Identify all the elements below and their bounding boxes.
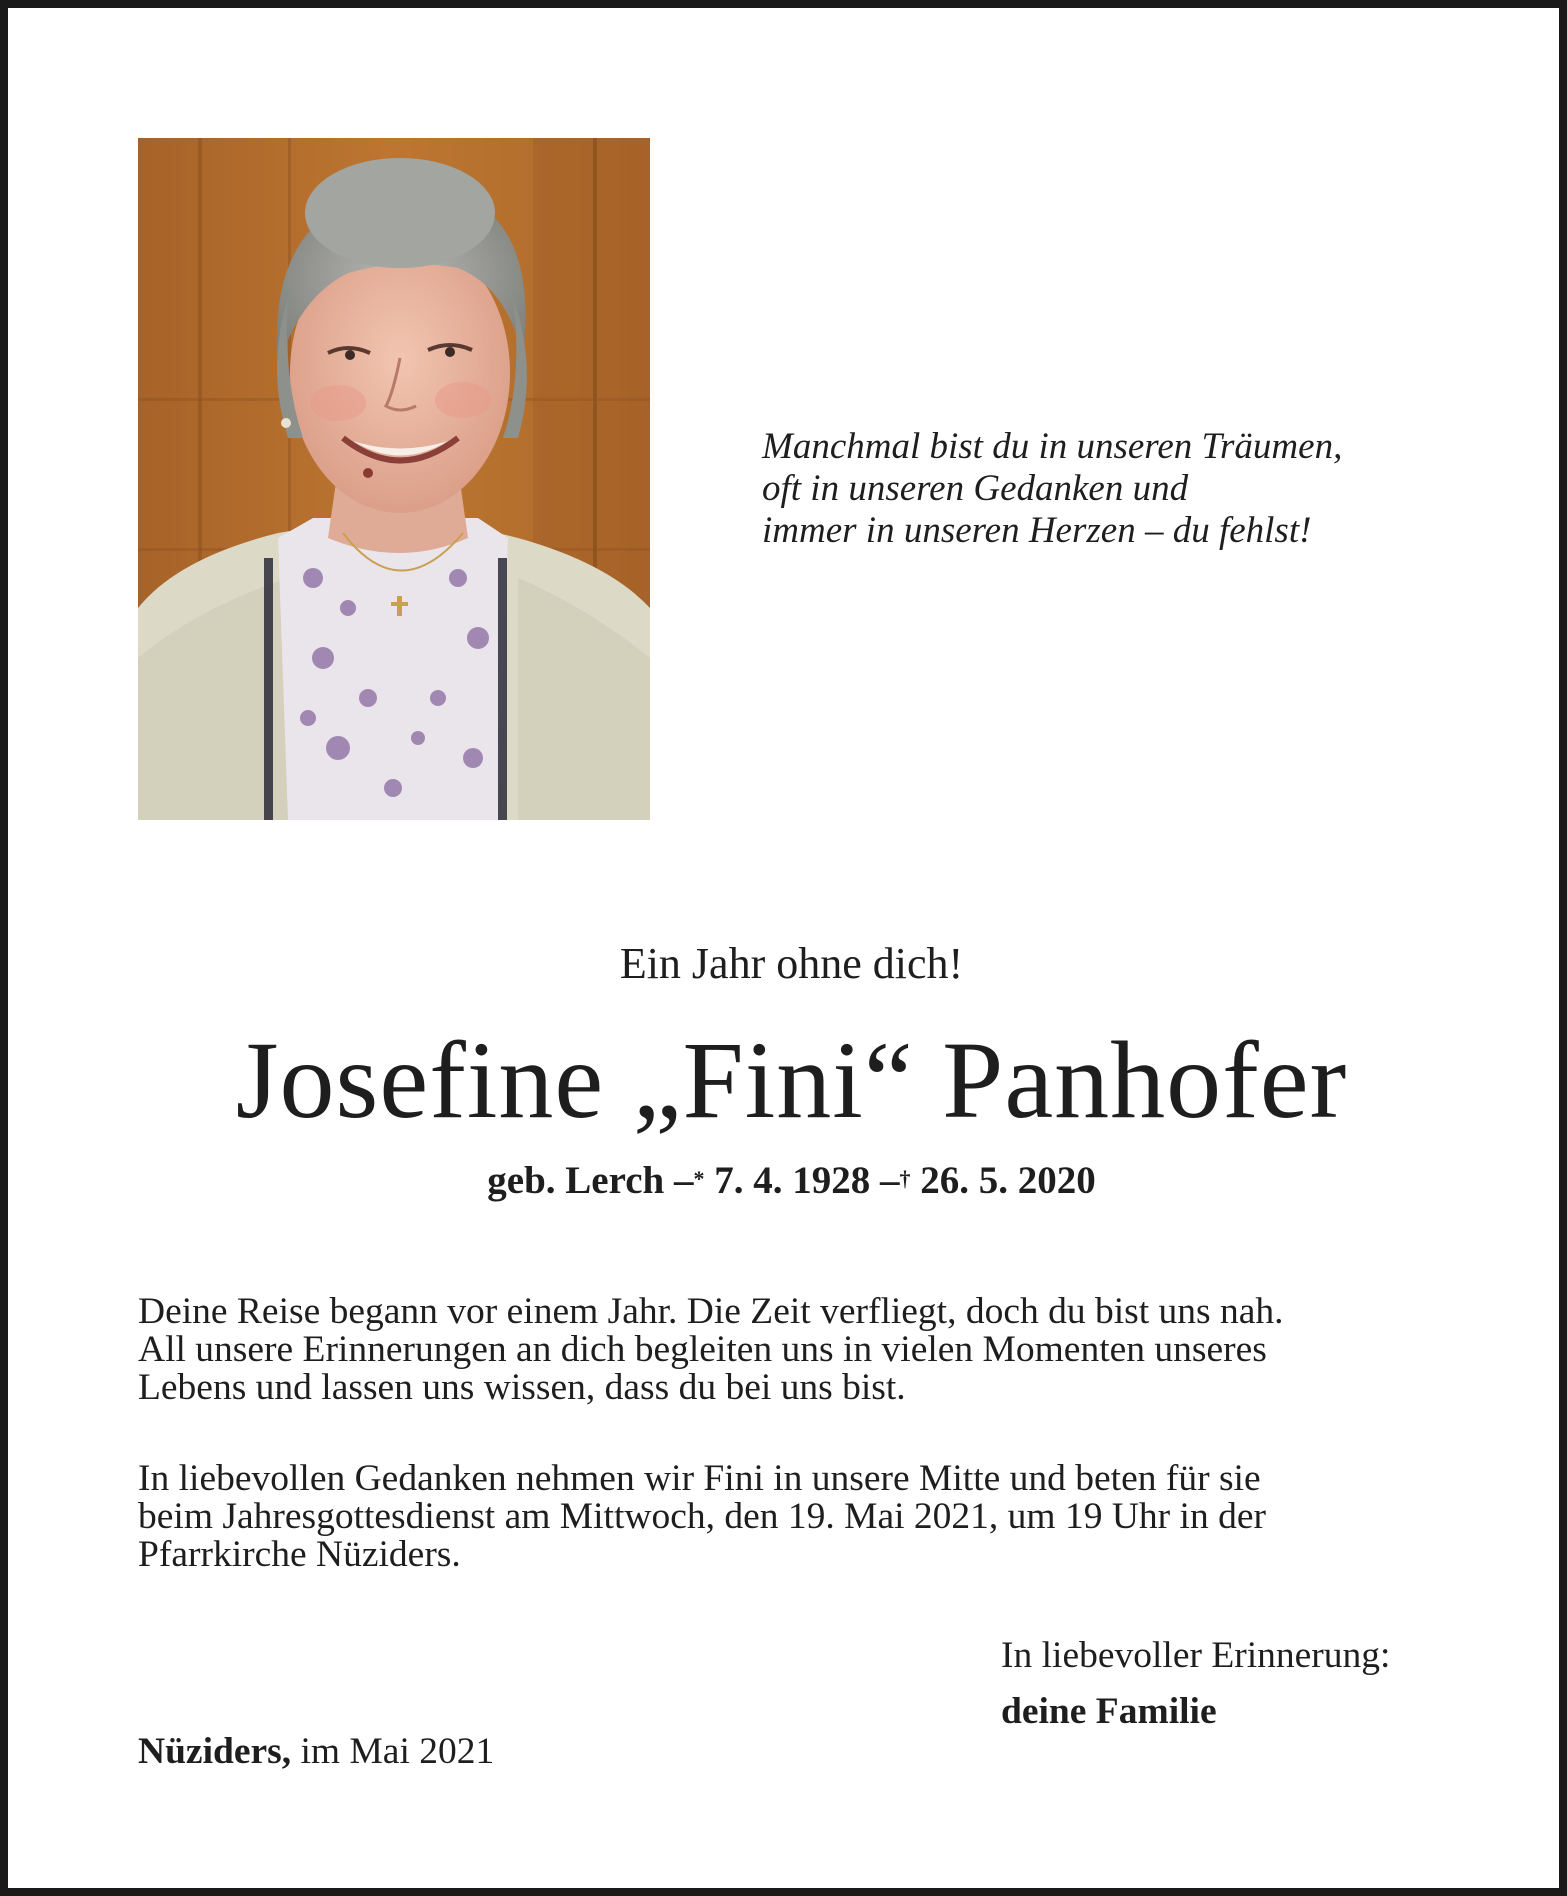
closing-signature (1001, 1628, 1390, 1740)
body-paragraph-1 (138, 1293, 1448, 1407)
separator: – (673, 1159, 694, 1202)
headline-subtitle: Ein Jahr ohne dich! (619, 939, 964, 988)
birth-symbol: * (693, 1166, 705, 1191)
body-line: Lebens und lassen uns wissen, dass du bei uns bist. (138, 1367, 906, 1408)
death-date: 26. 5. 2020 (920, 1159, 1096, 1202)
death-symbol: † (899, 1166, 911, 1191)
closing-family: deine Familie (1001, 1691, 1217, 1732)
quote-line: Manchmal bist du in unseren Träumen, (762, 426, 1343, 467)
memorial-quote (762, 426, 1482, 552)
quote-line: immer in unseren Herzen – du fehlst! (762, 510, 1312, 551)
place-and-date (138, 1730, 494, 1774)
body-line: All unsere Erinnerungen an dich begleiten uns in vielen Momenten unseres (138, 1329, 1267, 1370)
quote-line: oft in unseren Gedanken und (762, 468, 1189, 509)
place-date: im Mai 2021 (291, 1731, 495, 1772)
separator: – (879, 1159, 900, 1202)
maiden-name: geb. Lerch (487, 1159, 665, 1202)
body-line: Pfarrkirche Nüziders. (138, 1534, 461, 1575)
deceased-name: Josefine „Fini“ Panhofer (235, 1019, 1348, 1141)
portrait-photo (138, 138, 650, 820)
life-dates (8, 1158, 1567, 1204)
body-line: beim Jahresgottesdienst am Mittwoch, den 19. Mai 2021, um 19 Uhr in der (138, 1496, 1266, 1537)
body-paragraph-2 (138, 1460, 1448, 1574)
body-line: Deine Reise begann vor einem Jahr. Die Zeit verfliegt, doch du bist uns nah. (138, 1291, 1284, 1332)
closing-lead: In liebevoller Erinnerung: (1001, 1635, 1391, 1676)
place-town: Nüziders, (138, 1731, 292, 1772)
birth-date: 7. 4. 1928 (714, 1159, 871, 1202)
body-line: In liebevollen Gedanken nehmen wir Fini in unsere Mitte und beten für sie (138, 1458, 1261, 1499)
